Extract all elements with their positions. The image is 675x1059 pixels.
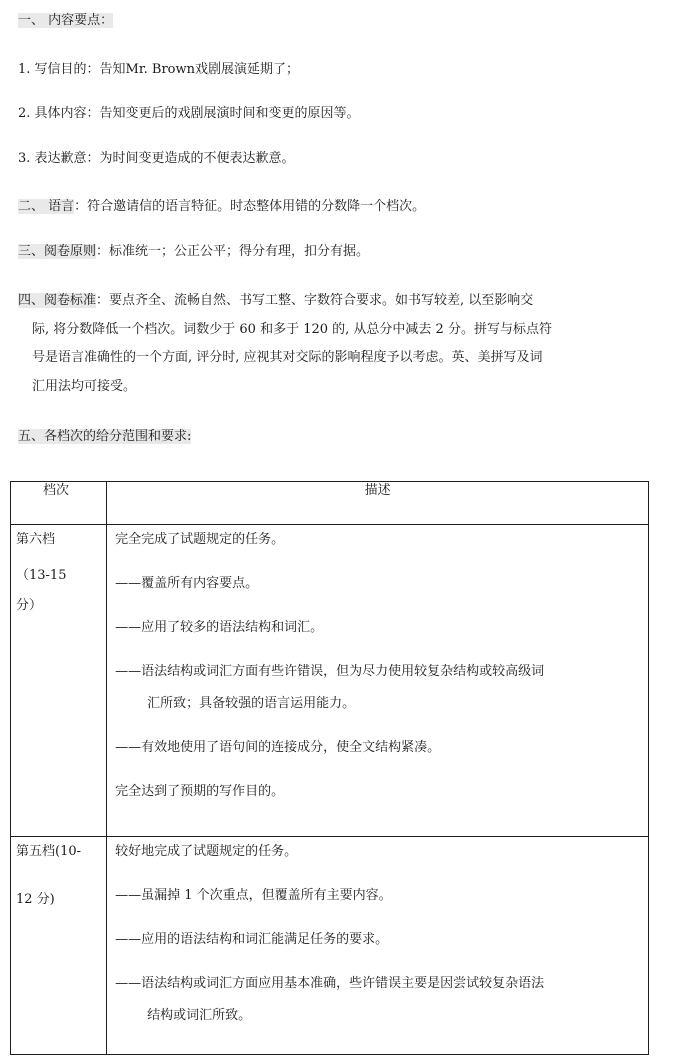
description-item: 较好地完成了试题规定的任务。 bbox=[115, 844, 298, 859]
level-cell bbox=[11, 525, 107, 837]
section4-line1-text: ：要点齐全、流畅自然、书写工整、字数符合要求。如书写较差, 以至影响交 bbox=[96, 293, 534, 308]
section3-label: 三、阅卷原则 bbox=[18, 244, 97, 259]
section5-heading bbox=[18, 428, 191, 446]
description-item bbox=[115, 663, 642, 713]
section2-text: ：符合邀请信的语言特征。时态整体用错的分数降一个档次。 bbox=[74, 199, 426, 214]
content-point-2: 2. 具体内容：告知变更后的戏剧展演时间和变更的原因等。 bbox=[18, 106, 360, 121]
description-item: ——虽漏掉 1 个次重点，但覆盖所有主要内容。 bbox=[115, 888, 392, 903]
description-cell bbox=[107, 837, 649, 1055]
section2-line bbox=[18, 198, 425, 216]
level-line: 12 分) bbox=[16, 892, 55, 907]
grading-table bbox=[10, 481, 649, 1055]
description-item bbox=[115, 975, 642, 1025]
description-item: 完全完成了试题规定的任务。 bbox=[115, 532, 285, 547]
header-description: 描述 bbox=[107, 482, 649, 525]
description-item-line: ——语法结构或词汇方面应用基本准确，些许错误主要是因尝试较复杂语法 bbox=[115, 976, 545, 991]
section4-line4: 汇用法均可接受。 bbox=[32, 378, 137, 394]
table-row bbox=[11, 525, 649, 837]
level-line: 第五档(10- bbox=[16, 844, 82, 859]
section4-label: 四、阅卷标准 bbox=[18, 293, 97, 308]
section4-line1 bbox=[18, 287, 648, 316]
description-item-line: 结构或词汇所致。 bbox=[147, 1008, 252, 1023]
table-row bbox=[11, 837, 649, 1055]
section1-heading bbox=[18, 12, 113, 30]
section3-line bbox=[18, 243, 369, 261]
level-line: 第六档 bbox=[16, 532, 56, 547]
section3-text: ：标准统一；公正公平；得分有理，扣分有据。 bbox=[96, 244, 370, 259]
header-level: 档次 bbox=[11, 482, 107, 525]
section4-line2: 际, 将分数降低一个档次。词数少于 60 和多于 120 的, 从总分中减去 2 分。拼写与标点符 bbox=[32, 321, 552, 337]
description-item: ——应用的语法结构和词汇能满足任务的要求。 bbox=[115, 932, 389, 947]
table-header-row bbox=[11, 482, 649, 525]
description-item: ——有效地使用了语句间的连接成分，使全文结构紧凑。 bbox=[115, 740, 441, 755]
section4-line3: 号是语言准确性的一个方面, 评分时, 应视其对交际的影响程度予以考虑。英、美拼写及词 bbox=[32, 350, 543, 365]
description-cell bbox=[107, 525, 649, 837]
description-item: ——应用了较多的语法结构和词汇。 bbox=[115, 620, 324, 635]
level-cell bbox=[11, 837, 107, 1055]
section5-heading-text: 五、各档次的给分范围和要求: bbox=[18, 429, 192, 444]
level-line: 分） bbox=[16, 598, 43, 613]
section1-heading-text: 一、 内容要点： bbox=[18, 13, 114, 28]
content-point-1: 1. 写信目的：告知Mr. Brown戏剧展演延期了； bbox=[18, 62, 299, 77]
description-item-line: ——语法结构或词汇方面有些许错误，但为尽力使用较复杂结构或较高级词 bbox=[115, 664, 545, 679]
level-line: （13-15 bbox=[16, 568, 67, 583]
section4-paragraph bbox=[18, 287, 648, 401]
description-item: ——覆盖所有内容要点。 bbox=[115, 576, 259, 591]
description-item: 完全达到了预期的写作目的。 bbox=[115, 784, 285, 799]
content-point-3: 3. 表达歉意：为时间变更造成的不便表达歉意。 bbox=[18, 151, 295, 166]
description-item-line: 汇所致；具备较强的语言运用能力。 bbox=[147, 696, 356, 711]
section2-label: 二、 语言 bbox=[18, 199, 75, 214]
